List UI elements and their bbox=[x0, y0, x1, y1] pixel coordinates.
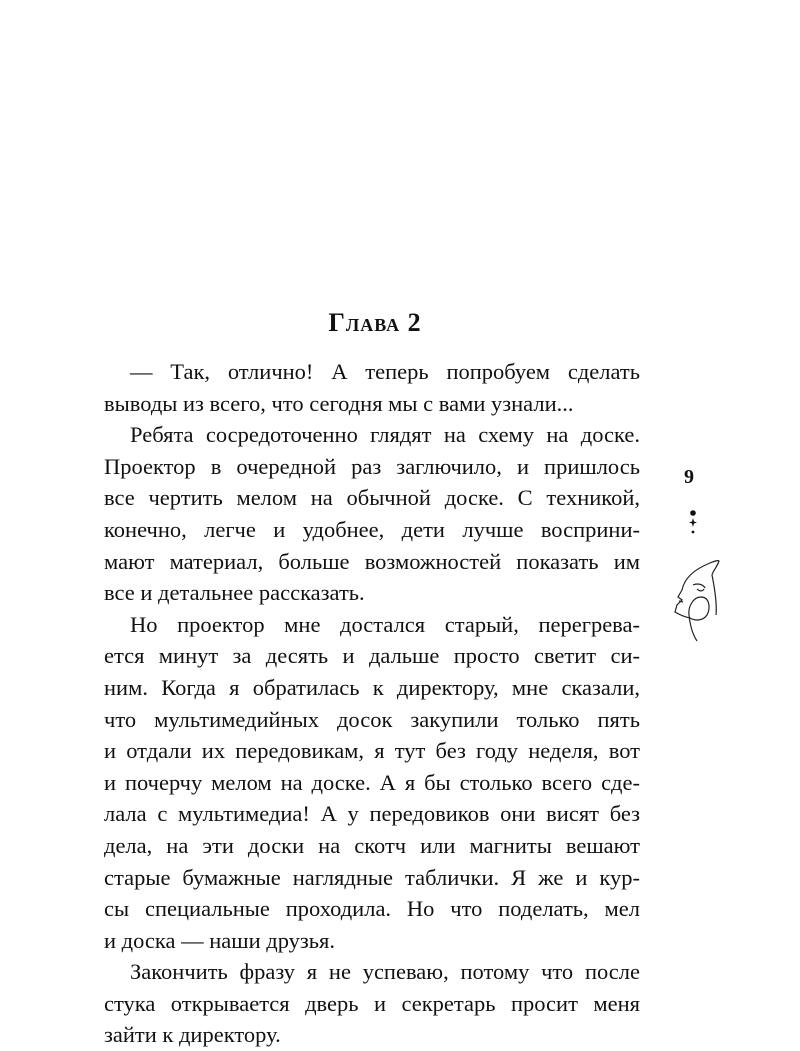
text-line: мают материал, больше возможностей показать им bbox=[104, 548, 640, 574]
text-line: и доска — наши друзья. bbox=[104, 927, 336, 953]
text-line: и отдали их передовикам, я тут без году неделя, вот bbox=[104, 738, 640, 764]
text-line: Ребята сосредоточенно глядят на схему на доске. bbox=[130, 422, 640, 448]
body-text bbox=[104, 356, 640, 1051]
text-line: лала с мультимедиа! А у передовиков они висят без bbox=[104, 801, 640, 827]
text-line: старые бумажные наглядные таблички. Я же и кур- bbox=[104, 864, 640, 890]
text-line: зайти к директору. bbox=[104, 1022, 281, 1048]
text-line: ется минут за десять и дальше просто светит си- bbox=[104, 643, 640, 669]
text-line: конечно, легче и удобнее, дети лучше восприни- bbox=[104, 516, 640, 542]
text-line: ним. Когда я обратилась к директору, мне сказали, bbox=[104, 674, 640, 700]
text-line: все чертить мелом на обычной доске. С техникой, bbox=[104, 485, 640, 511]
text-line: Закончить фразу я не успеваю, потому что после bbox=[130, 959, 640, 985]
text-line: и почерчу мелом на доске. А я бы столько всего сде- bbox=[104, 769, 640, 795]
text-line: стука открывается дверь и секретарь просит меня bbox=[104, 990, 640, 1016]
face-line-art-icon bbox=[655, 555, 735, 645]
text-line: дела, на эти доски на скотч или магниты вешают bbox=[104, 832, 640, 858]
ornament-icon bbox=[683, 508, 703, 538]
text-line: что мультимедийных досок закупили только пять bbox=[104, 706, 640, 732]
text-line: Проектор в очередной раз заглючило, и пришлось bbox=[104, 453, 640, 479]
page-number: 9 bbox=[684, 466, 694, 488]
text-line: выводы из всего, что сегодня мы с вами узнали... bbox=[104, 390, 574, 416]
text-line: все и детальнее рассказать. bbox=[104, 580, 365, 606]
text-line: — Так, отлично! А теперь попробуем сделать bbox=[130, 359, 640, 384]
text-line: Но проектор мне достался старый, перегрева- bbox=[130, 611, 640, 637]
text-line: сы специальные проходила. Но что поделать, мел bbox=[104, 896, 640, 922]
chapter-heading: Глава 2 bbox=[328, 308, 422, 337]
